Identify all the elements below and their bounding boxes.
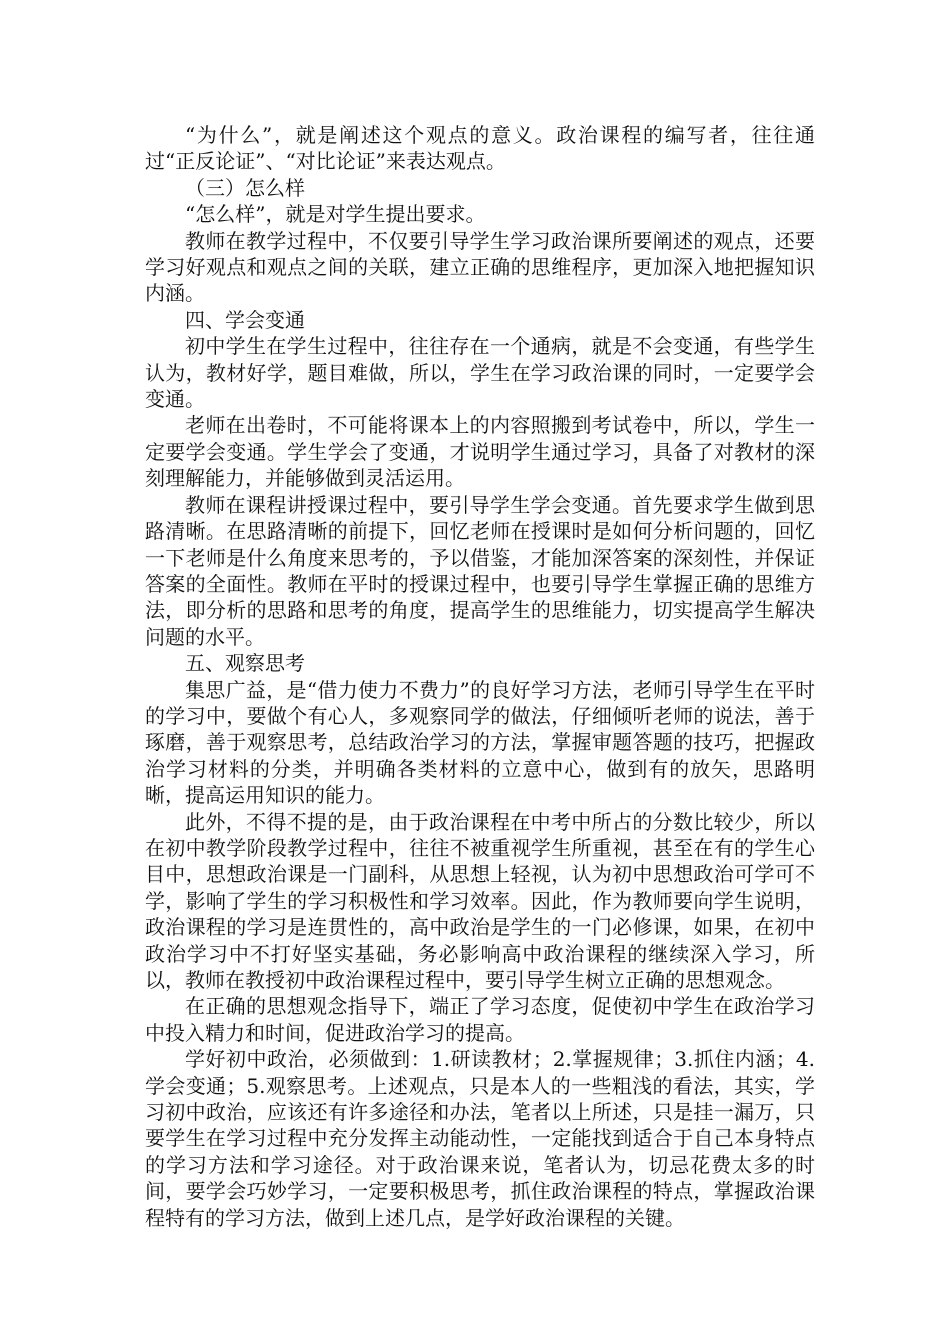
paragraph-flexibility-2: 老师在出卷时，不可能将课本上的内容照搬到考试卷中，所以，学生一定要学会变通。学生学会了变通，才说明学生通过学习，具备了对教材的深刻理解能力，并能够做到灵活运用。: [145, 413, 815, 491]
paragraph-observation-1: 集思广益，是“借力使力不费力”的良好学习方法，老师引导学生在平时的学习中，要做个有心人，多观察同学的做法，仔细倾听老师的说法，善于琢磨，善于观察思考，总结政治学习的方法，掌握审题答题的技巧，把握政治学习材料的分类，并明确各类材料的立意中心，做到有的放矢，思路明晰，提高运用知识的能力。: [145, 677, 815, 808]
section-heading-flexibility: 四、学会变通: [185, 307, 305, 332]
paragraph-how-definition: “怎么样”，就是对学生提出要求。: [185, 202, 486, 227]
section-heading-observation: 五、观察思考: [185, 651, 305, 676]
subheading-how: （三）怎么样: [185, 175, 305, 200]
document-body: [145, 122, 815, 1231]
paragraph-teaching-process: 教师在教学过程中，不仅要引导学生学习政治课所要阐述的观点，还要学习好观点和观点之间的关联，建立正确的思维程序，更加深入地把握知识内涵。: [145, 228, 815, 306]
paragraph-observation-2: 此外，不得不提的是，由于政治课程在中考中所占的分数比较少，所以在初中教学阶段教学过程中，往往不被重视学生所重视，甚至在有的学生心目中，思想政治课是一门副科，从思想上轻视，认为初中思想政治可学可不学，影响了学生的学习积极性和学习效率。因此，作为教师要向学生说明，政治课程的学习是连贯性的，高中政治是学生的一门必修课，如果，在初中政治学习中不打好坚实基础，务必影响高中政治课程的继续深入学习，所以，教师在教授初中政治课程过程中，要引导学生树立正确的思想观念。: [145, 809, 815, 992]
paragraph-observation-3: 在正确的思想观念指导下，端正了学习态度，促使初中学生在政治学习中投入精力和时间，促进政治学习的提高。: [145, 994, 815, 1045]
paragraph-flexibility-3: 教师在课程讲授课过程中，要引导学生学会变通。首先要求学生做到思路清晰。在思路清晰的前提下，回忆老师在授课时是如何分析问题的，回忆一下老师是什么角度来思考的，予以借鉴，才能加深答案的深刻性，并保证答案的全面性。教师在平时的授课过程中，也要引导学生掌握正确的思维方法，即分析的思路和思考的角度，提高学生的思维能力，切实提高学生解决问题的水平。: [145, 492, 815, 649]
paragraph-why: “为什么”，就是阐述这个观点的意义。政治课程的编写者，往往通过“正反论证”、“对比论证”来表达观点。: [145, 123, 815, 174]
paragraph-flexibility-1: 初中学生在学生过程中，往往存在一个通病，就是不会变通，有些学生认为，教材好学，题目难做，所以，学生在学习政治课的同时，一定要学会变通。: [145, 334, 815, 412]
paragraph-conclusion: 学好初中政治，必须做到：1.研读教材；2.掌握规律；3.抓住内涵；4.学会变通；5.观察思考。上述观点，只是本人的一些粗浅的看法，其实，学习初中政治，应该还有许多途径和办法，笔者以上所述，只是挂一漏万，只要学生在学习过程中充分发挥主动能动性，一定能找到适合于自己本身特点的学习方法和学习途径。对于政治课来说，笔者认为，切忌花费太多的时间，要学会巧妙学习，一定要积极思考，抓住政治课程的特点，掌握政治课程特有的学习方法，做到上述几点，是学好政治课程的关键。: [145, 1047, 815, 1230]
